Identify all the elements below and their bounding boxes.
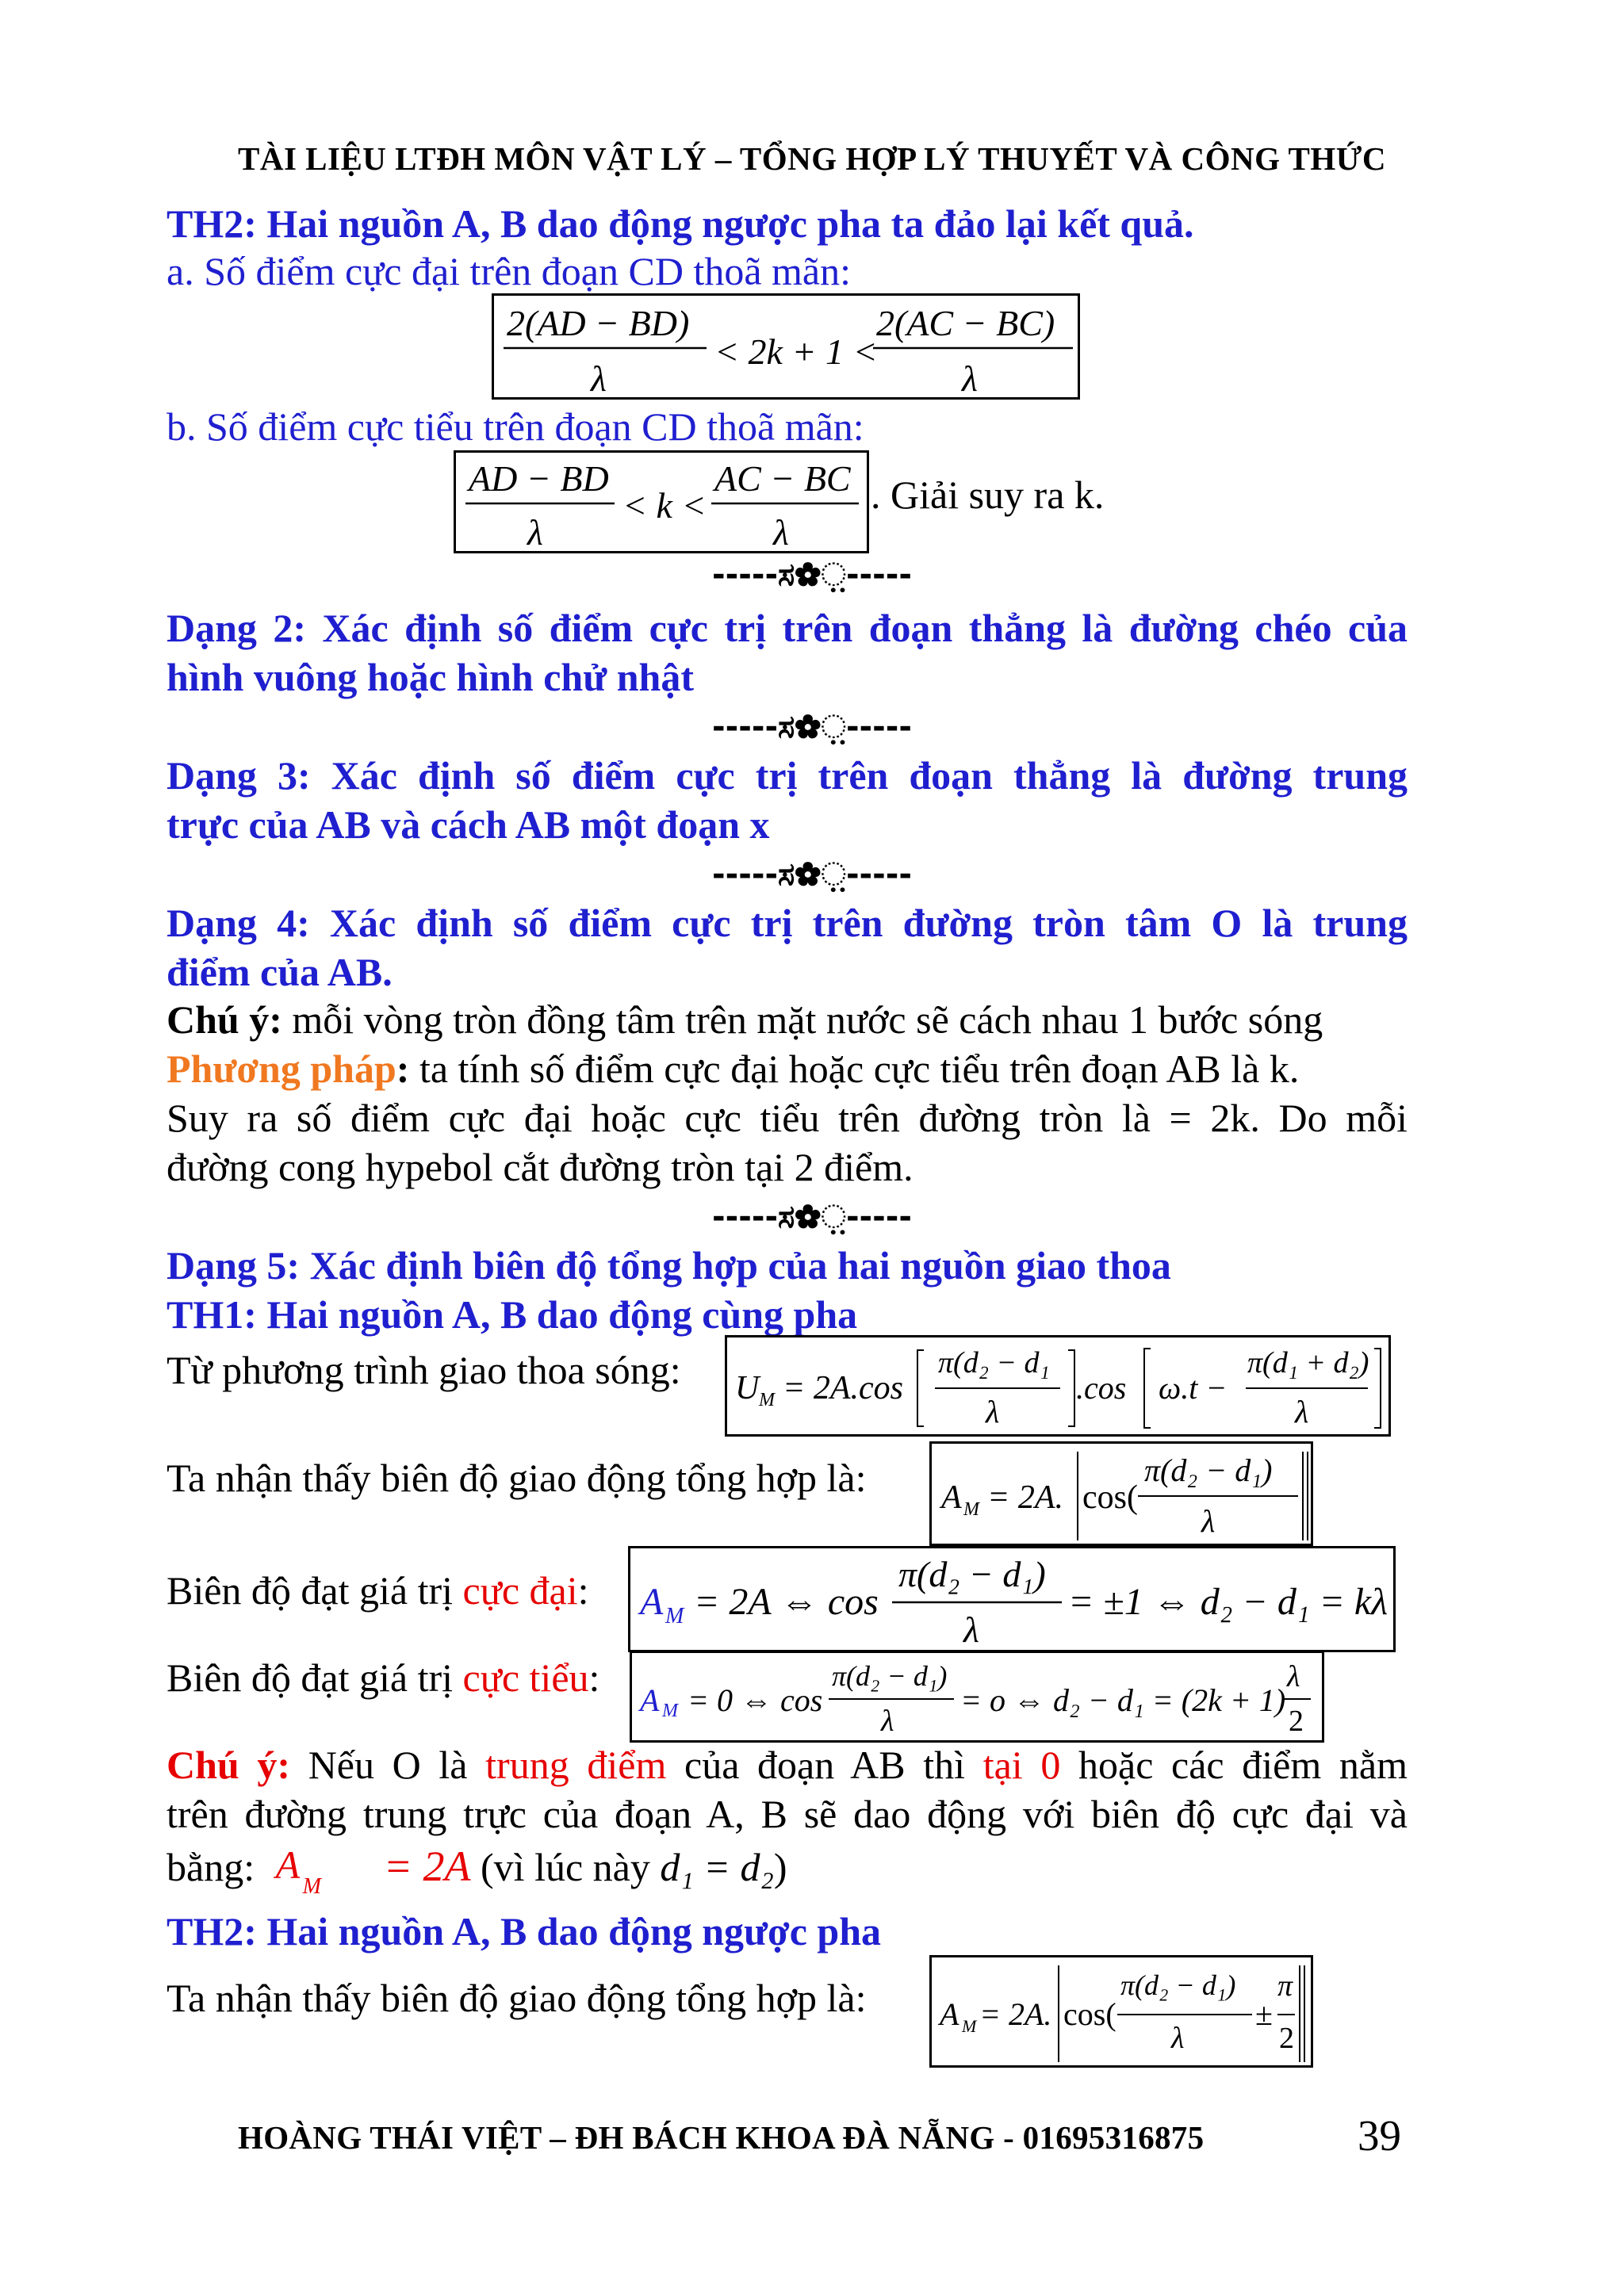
formula-mid: < k < xyxy=(622,485,707,526)
page-number: 39 xyxy=(1358,2111,1401,2160)
dang5-th1-heading: TH1: Hai nguồn A, B dao động cùng pha xyxy=(167,1292,858,1337)
note-line3-pre: bằng: xyxy=(167,1845,255,1889)
formula-wt: ω.t − xyxy=(1159,1370,1228,1406)
formula-rhs-den: 2 xyxy=(1289,1705,1304,1738)
formula-two: 2 xyxy=(1279,2022,1294,2055)
formula-rhs: = o ⇔ d₂ − d₁ = (2k + 1) xyxy=(960,1682,1286,1718)
formula-den1: λ xyxy=(986,1394,1000,1429)
formula-den: λ xyxy=(1201,1503,1216,1539)
formula-wave-equation xyxy=(725,1335,1391,1437)
formula-a: A xyxy=(640,1682,660,1718)
formula-max-amplitude xyxy=(628,1546,1396,1652)
formula-u: U xyxy=(735,1370,760,1406)
formula-eq: = 2A.cos xyxy=(783,1370,903,1406)
page-footer: HOÀNG THÁI VIỆT – ĐH BÁCH KHOA ĐÀ NẴNG - 01695316875 xyxy=(238,2119,1205,2156)
th2-heading: TH2: Hai nguồn A, B dao động ngược pha ta đảo lại kết quả. xyxy=(167,201,1194,246)
note-text-3: hoặc các điểm nằm xyxy=(1060,1743,1408,1787)
note-line3-end: ) xyxy=(773,1845,787,1889)
formula-a-sub: M xyxy=(962,2016,977,2036)
formula-num-right: 2(AC − BC) xyxy=(876,303,1055,343)
note-label: Chú ý: xyxy=(167,997,282,1042)
formula-den: λ xyxy=(1171,2022,1185,2055)
formula-den: λ xyxy=(963,1609,979,1650)
min-label-text: Biên độ đạt giá trị xyxy=(167,1655,463,1700)
section-separator: -----ಸ✿಼----- xyxy=(712,557,912,593)
method-text: ta tính số điểm cực đại hoặc cực tiểu trên đoạn AB là k. xyxy=(409,1047,1300,1091)
dang4-line4: đường cong hypebol cắt đường tròn tại 2 điểm. xyxy=(167,1145,914,1189)
formula-num: π(d₂ − d₁) xyxy=(1144,1452,1273,1488)
dang4-line3: Suy ra số điểm cực đại hoặc cực tiểu trên đường tròn là = 2k. Do mỗi xyxy=(167,1096,1408,1140)
formula-num2: π(d₁ + d₂) xyxy=(1247,1346,1369,1380)
formula-pi: π xyxy=(1277,1969,1293,2003)
formula-cos: cos( xyxy=(1063,1996,1116,2032)
formula-a-sub: M xyxy=(963,1499,979,1520)
max-label-red: cực đại xyxy=(462,1568,578,1613)
formula-amplitude-antiphase xyxy=(929,1955,1313,2068)
note-text: mỗi vòng tròn đồng tâm trên mặt nước sẽ cách nhau 1 bước sóng xyxy=(282,997,1323,1042)
max-label-colon: : xyxy=(577,1568,589,1613)
dang2-heading-line2: hình vuông hoặc hình chử nhật xyxy=(167,655,695,699)
wave-equation-label: Từ phương trình giao thoa sóng: xyxy=(167,1348,681,1392)
inline-a-sub: M xyxy=(302,1874,321,1899)
formula-num: π(d₂ − d₁) xyxy=(832,1660,948,1692)
dang5-note-line3 xyxy=(167,1843,1408,1899)
formula-rhs-num: λ xyxy=(1287,1660,1300,1693)
formula-a: A xyxy=(640,1581,664,1623)
section-separator: -----ಸ✿಼----- xyxy=(712,1199,912,1235)
formula-den-right: λ xyxy=(773,512,789,553)
page-header: TÀI LIỆU LTĐH MÔN VẬT LÝ – TỔNG HỢP LÝ THUYẾT VÀ CÔNG THỨC xyxy=(238,140,1386,177)
formula-amplitude xyxy=(929,1441,1313,1546)
dang3-heading-line2: trực của AB và cách AB một đoạn x xyxy=(167,802,770,847)
formula-den-left: λ xyxy=(591,358,607,399)
dang4-heading-line1: Dạng 4: Xác định số điểm cực trị trên đường tròn tâm O là trung xyxy=(167,901,1408,945)
formula-den-left: λ xyxy=(527,512,543,553)
dang5-note-line1 xyxy=(167,1741,1408,1789)
note-red-1: trung điểm xyxy=(485,1743,667,1787)
dang4-heading-line2: điểm của AB. xyxy=(167,950,393,994)
formula-num: π(d₂ − d₁) xyxy=(1120,1969,1236,2001)
method-label: Phương pháp xyxy=(167,1047,396,1091)
formula-den: λ xyxy=(881,1705,894,1738)
note-red-2: tại 0 xyxy=(982,1743,1061,1787)
formula-u-sub: M xyxy=(759,1390,775,1410)
dang3-heading-line1: Dạng 3: Xác định số điểm cực trị trên đoạn thẳng là đường trung xyxy=(167,753,1408,798)
formula-eq: = 2A ⇔ cos xyxy=(694,1581,879,1623)
dang2-heading-line1: Dạng 2: Xác định số điểm cực trị trên đoạn thẳng là đường chéo của xyxy=(167,606,1408,650)
formula-pm: ± xyxy=(1255,1996,1273,2032)
section-separator: -----ಸ✿಼----- xyxy=(712,856,912,893)
min-label-colon: : xyxy=(588,1655,600,1700)
dang5-th2-heading: TH2: Hai nguồn A, B dao động ngược pha xyxy=(167,1909,882,1954)
formula-min-amplitude xyxy=(630,1651,1324,1743)
formula-num: π(d₂ − d₁) xyxy=(898,1554,1046,1594)
dang4-method xyxy=(167,1045,1408,1093)
inline-a: A xyxy=(275,1843,301,1887)
formula-num-left: AD − BD xyxy=(469,458,609,499)
formula-a-sub: M xyxy=(665,1604,684,1628)
formula-a: A xyxy=(941,1479,962,1516)
note-label: Chú ý: xyxy=(167,1743,291,1787)
formula-den-right: λ xyxy=(962,358,978,399)
formula-eq: = 2A. xyxy=(979,1996,1052,2032)
formula-cos: cos( xyxy=(1082,1479,1138,1516)
formula-max-cd xyxy=(492,293,1080,400)
formula-a-sub: M xyxy=(662,1701,678,1721)
method-colon: : xyxy=(396,1047,410,1091)
max-label-text: Biên độ đạt giá trị xyxy=(167,1568,463,1613)
formula-num-left: 2(AD − BD) xyxy=(507,303,690,343)
inline-eq: = 2A xyxy=(383,1843,471,1890)
note-text-2: của đoạn AB thì xyxy=(666,1743,983,1787)
formula-eq: = 2A. xyxy=(987,1479,1063,1516)
note-text-1: Nếu O là xyxy=(290,1743,486,1787)
amplitude-label: Ta nhận thấy biên độ giao động tổng hợp là: xyxy=(167,1456,867,1500)
formula-mid: < 2k + 1 < xyxy=(714,331,878,372)
dang5-heading: Dạng 5: Xác định biên độ tổng hợp của hai nguồn giao thoa xyxy=(167,1243,1171,1288)
formula-a: A xyxy=(940,1996,959,2032)
formula-den2: λ xyxy=(1295,1394,1309,1429)
th2-b-suffix: . Giải suy ra k. xyxy=(871,473,1105,517)
formula-cos2: .cos xyxy=(1076,1370,1127,1406)
dang5-note-line2: trên đường trung trực của đoạn A, B sẽ dao động với biên độ cực đại và xyxy=(167,1792,1408,1836)
min-label-red: cực tiểu xyxy=(462,1655,589,1700)
inline-d-eq: d₁ = d₂ xyxy=(660,1845,774,1889)
note-line3-mid: (vì lúc này xyxy=(481,1845,650,1889)
formula-eq: = 0 ⇔ cos xyxy=(688,1682,823,1718)
dang4-note xyxy=(167,996,1408,1043)
th2-a-label: a. Số điểm cực đại trên đoạn CD thoã mãn: xyxy=(167,249,851,293)
formula-min-cd xyxy=(454,450,869,553)
formula-num-right: AC − BC xyxy=(714,458,851,499)
inline-formula-am xyxy=(265,1843,384,1899)
th2-b-label: b. Số điểm cực tiểu trên đoạn CD thoã mãn: xyxy=(167,404,864,449)
formula-num1: π(d₂ − d₁ xyxy=(938,1346,1050,1380)
formula-rhs: = ±1 ⇔ d₂ − d₁ = kλ xyxy=(1068,1581,1388,1623)
section-separator: -----ಸ✿಼----- xyxy=(712,709,912,745)
amplitude-label-2: Ta nhận thấy biên độ giao động tổng hợp là: xyxy=(167,1976,867,2020)
